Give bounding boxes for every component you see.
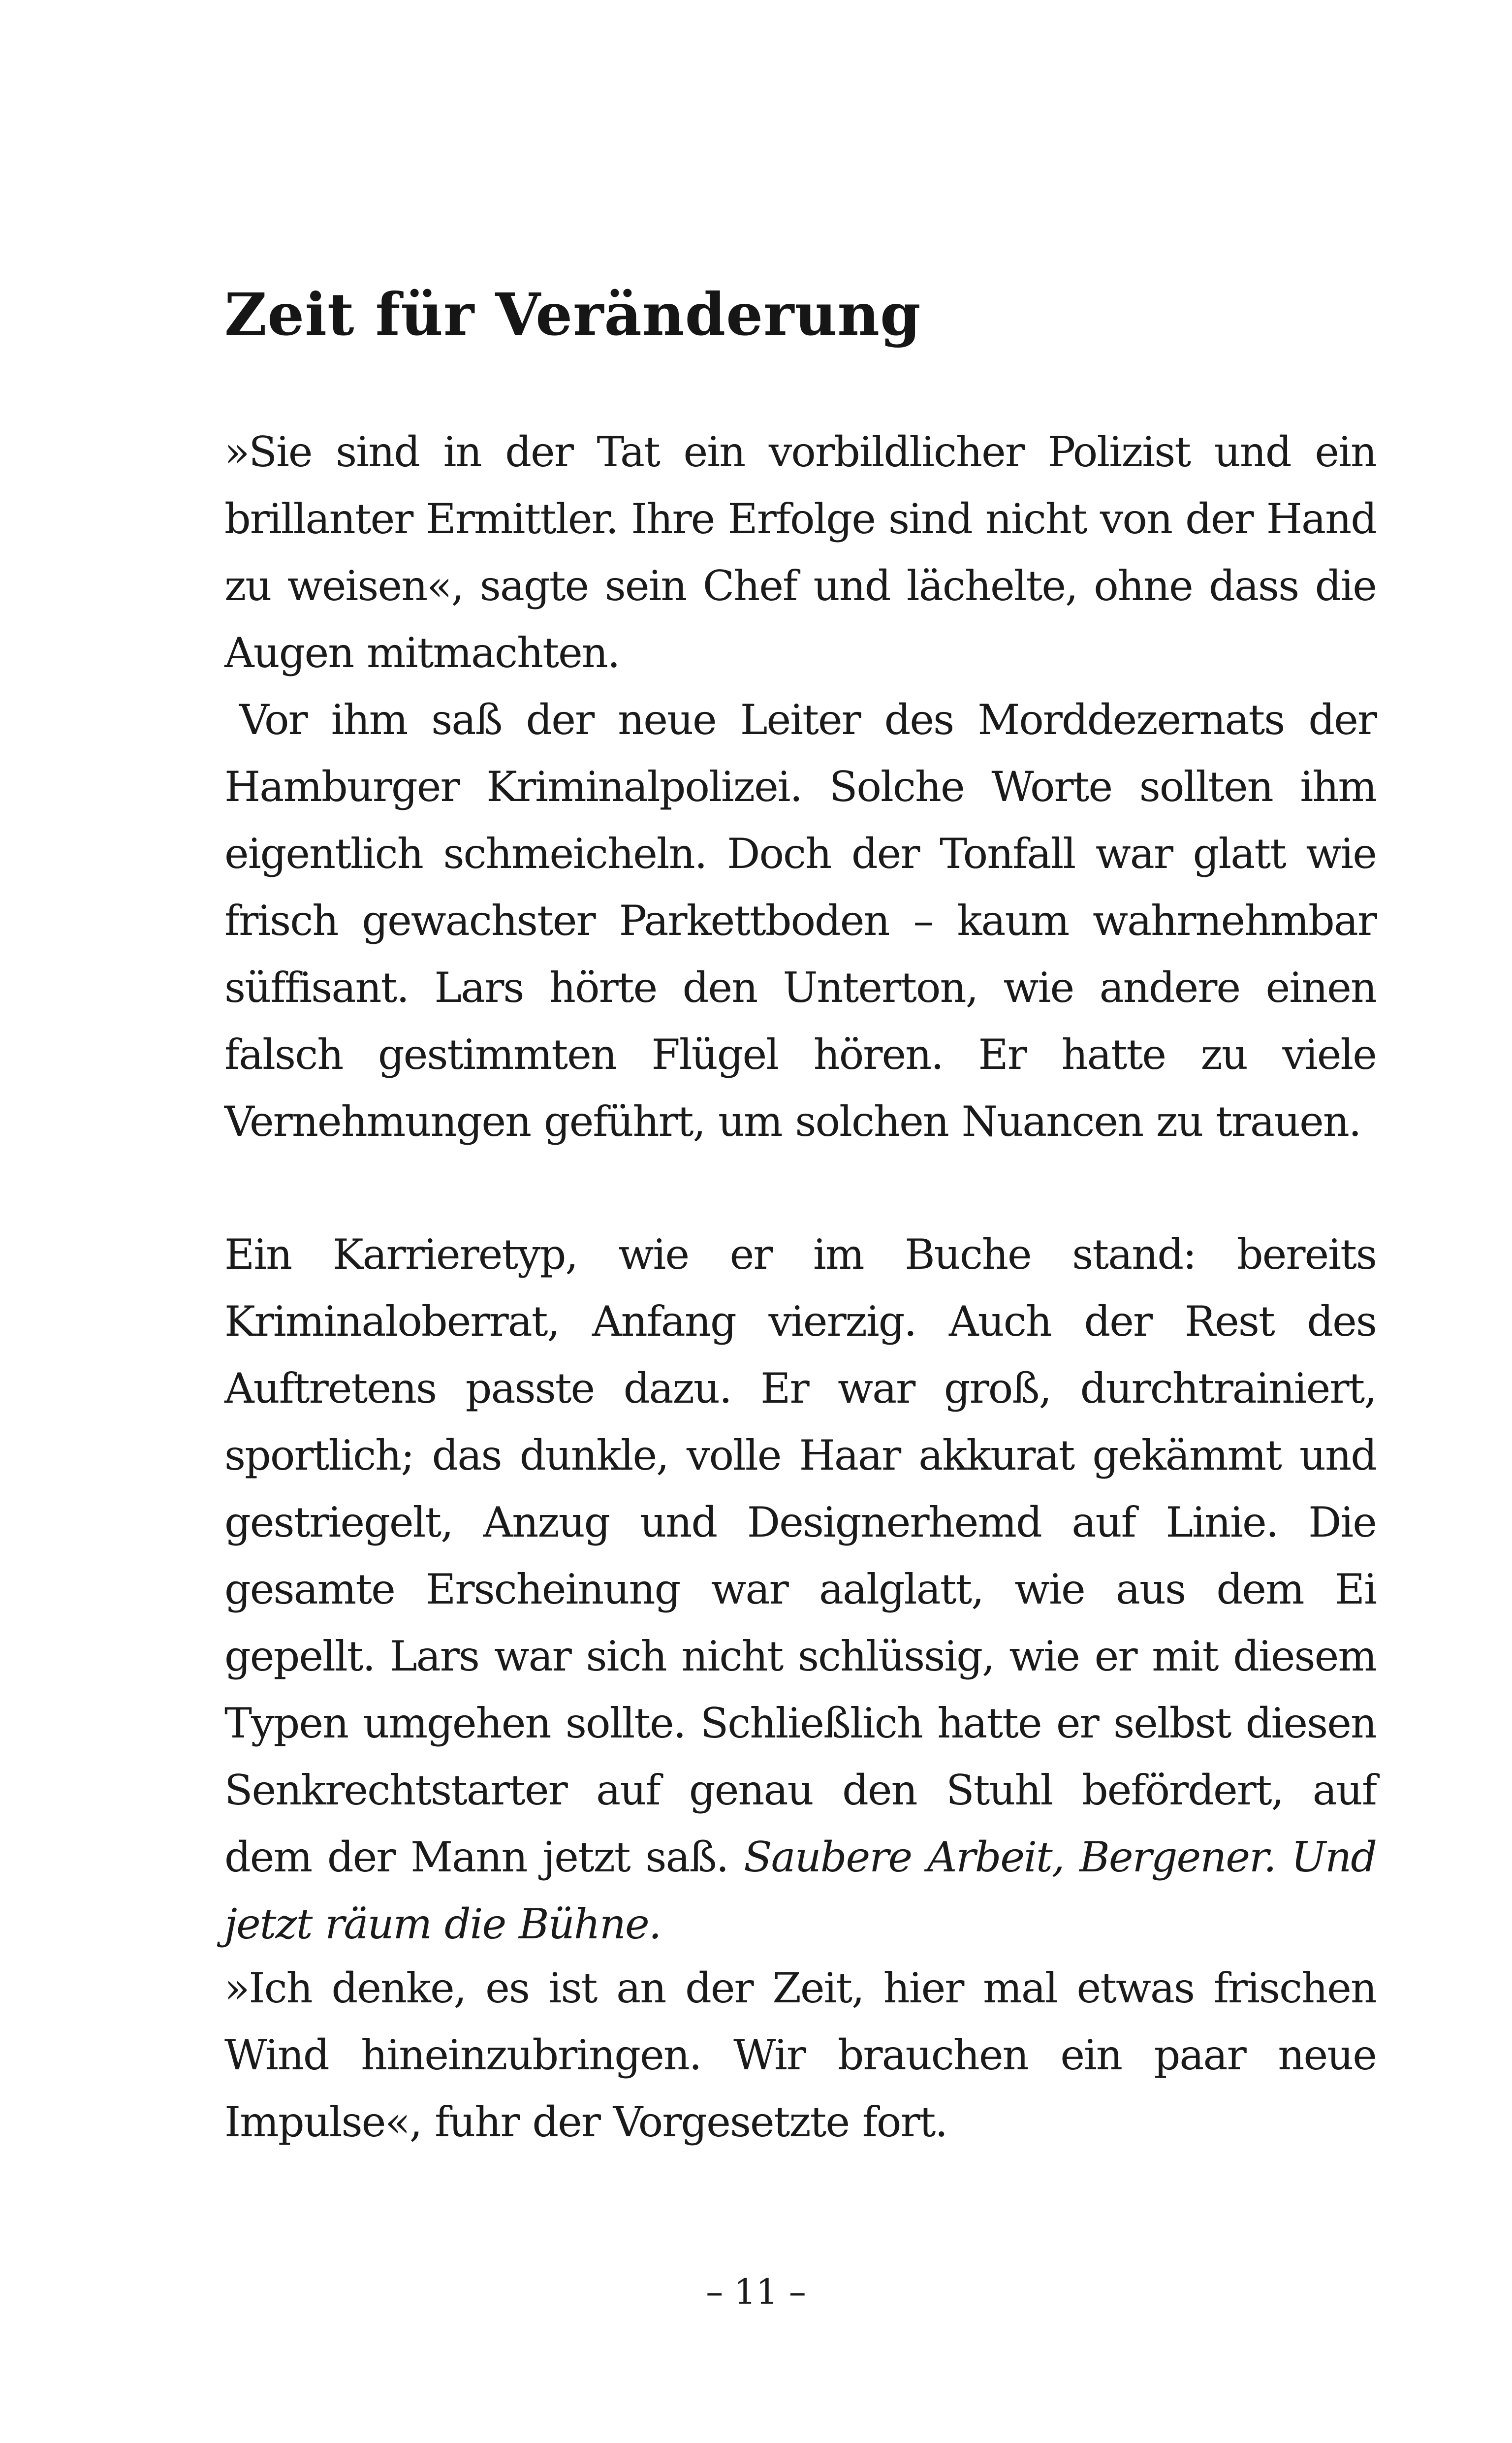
paragraph-2-text: Vor ihm saß der neue Leiter des Morddezernats der Hamburger Kriminalpolizei. Solche Worte sollten ihm eigentlich schmeicheln. Doch der Tonfall war glatt wie frisch gewachster Parkettboden – kaum wahrnehmbar süffisant. Lars hörte den Unterton, wie andere einen falsch gestimmten Flügel hören. Er hatte zu viele Vernehmungen geführt, um solchen Nuancen zu trauen. <box>224 696 1376 1146</box>
paragraph-1: »Sie sind in der Tat ein vorbildlicher Polizist und ein brillanter Ermittler. Ihre Erfolge sind nicht von der Hand zu weisen«, sagte sein Chef und lächelte, ohne dass die Augen mitmachten. <box>224 428 1376 677</box>
chapter-title: Zeit für Veränderung <box>224 280 921 349</box>
paragraph-3 <box>224 1221 1376 1958</box>
page-number: – 11 – <box>706 2272 806 2312</box>
paragraph-3-italic-thought: Saubere Arbeit, Bergener. Und jetzt räum die Bühne. <box>224 1833 1377 1948</box>
paragraph-4: »Ich denke, es ist an der Zeit, hier mal etwas frischen Wind hineinzubringen. Wir brauchen ein paar neue Impulse«, fuhr der Vorgesetzte fort. <box>224 1964 1376 2146</box>
paragraph-3-text: Ein Karrieretyp, wie er im Buche stand: bereits Kriminaloberrat, Anfang vierzig. Auch der Rest des Auftretens passte dazu. Er war groß, durchtrainiert, sportlich; das dunkle, volle Haar akkurat gekämmt und gestriegelt, Anzug und Designerhemd auf Linie. Die gesamte Erscheinung war aalglatt, wie aus dem Ei gepellt. Lars war sich nicht schlüssig, wie er mit diesem Typen umgehen sollte. Schließlich hatte er selbst diesen Senkrechtstarter auf genau den Stuhl befördert, auf dem der Mann jetzt saß. <box>224 1230 1376 1881</box>
paragraph-2 <box>224 686 1376 1155</box>
